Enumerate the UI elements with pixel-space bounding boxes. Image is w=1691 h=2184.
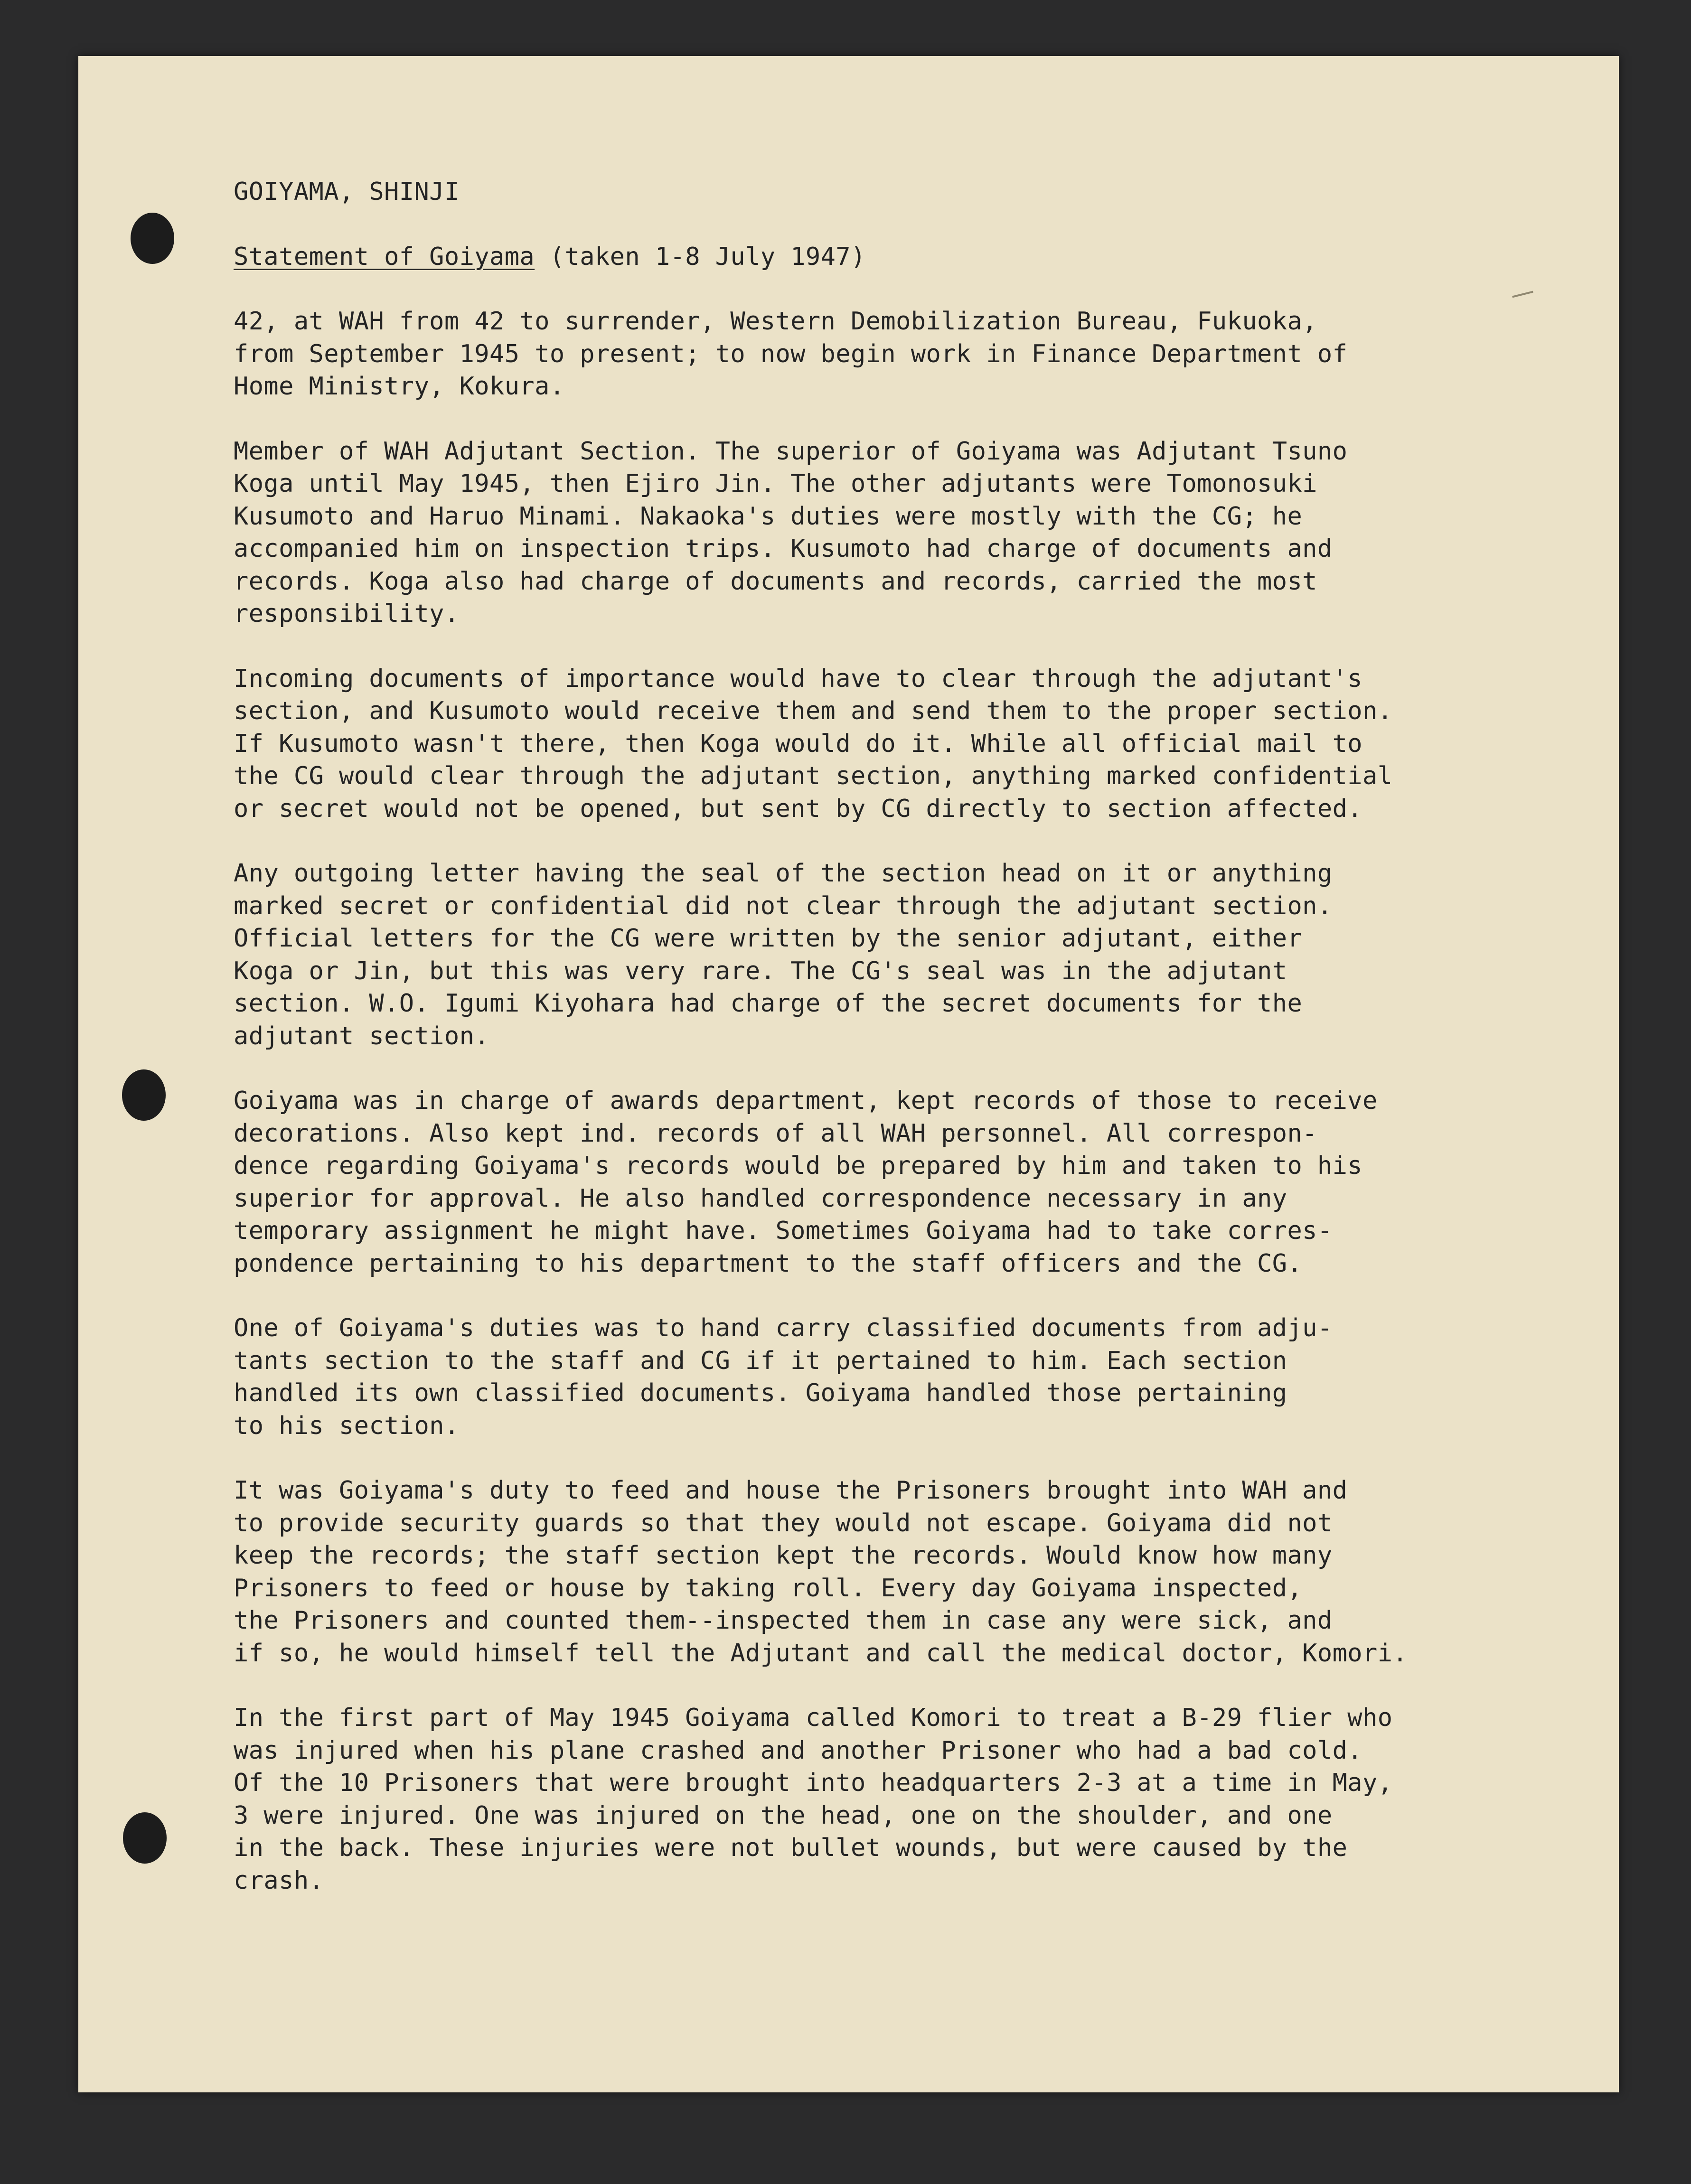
paragraph-4-line: Koga or Jin, but this was very rare. The CG's seal was in the adjutant xyxy=(234,956,1287,985)
paragraph-5-line: superior for approval. He also handled correspondence necessary in any xyxy=(234,1184,1287,1213)
paragraph-gap xyxy=(234,1052,1610,1085)
paragraph-2-line: records. Koga also had charge of documents and records, carried the most xyxy=(234,567,1317,596)
paragraph-4-line: Any outgoing letter having the seal of the section head on it or anything xyxy=(234,859,1333,888)
paragraph-1-line: Home Ministry, Kokura. xyxy=(234,372,565,401)
paragraph-4-line: Official letters for the CG were written by the senior adjutant, either xyxy=(234,924,1303,953)
statement-heading xyxy=(234,241,1610,273)
paragraph-1-line: 42, at WAH from 42 to surrender, Western Demobilization Bureau, Fukuoka, xyxy=(234,307,1317,336)
paragraph-2-line: Koga until May 1945, then Ejiro Jin. The other adjutants were Tomonosuki xyxy=(234,469,1317,498)
paragraph-6-line: handled its own classified documents. Goiyama handled those pertaining xyxy=(234,1379,1287,1407)
paragraph-5-line: Goiyama was in charge of awards department, kept records of those to receive xyxy=(234,1087,1378,1115)
paragraph-5-line: dence regarding Goiyama's records would be prepared by him and taken to his xyxy=(234,1152,1362,1180)
paragraph-8-line: In the first part of May 1945 Goiyama called Komori to treat a B-29 flier who xyxy=(234,1704,1393,1732)
punch-hole-middle xyxy=(122,1069,166,1121)
paragraph-6-line: One of Goiyama's duties was to hand carry classified documents from adju- xyxy=(234,1314,1333,1342)
statement-title: Statement of Goiyama xyxy=(234,242,535,271)
paragraph-6-line: tants section to the staff and CG if it pertained to him. Each section xyxy=(234,1346,1287,1375)
paragraph-4-line: adjutant section. xyxy=(234,1022,490,1050)
paragraph-gap xyxy=(234,630,1610,663)
punch-hole-bottom xyxy=(123,1812,167,1864)
paragraph-8-line: crash. xyxy=(234,1866,324,1895)
paragraph-2-line: Kusumoto and Haruo Minami. Nakaoka's duties were mostly with the CG; he xyxy=(234,502,1303,531)
paragraph-7-line: It was Goiyama's duty to feed and house the Prisoners brought into WAH and xyxy=(234,1476,1348,1505)
paragraph-8-line: Of the 10 Prisoners that were brought into headquarters 2-3 at a time in May, xyxy=(234,1769,1393,1797)
paragraph-8-line: in the back. These injuries were not bullet wounds, but were caused by the xyxy=(234,1834,1348,1862)
subject-name: GOIYAMA, SHINJI xyxy=(234,178,460,206)
punch-hole-top xyxy=(131,213,174,264)
paragraph-3-line: Incoming documents of importance would have to clear through the adjutant's xyxy=(234,664,1362,693)
paragraph-7-line: the Prisoners and counted them--inspected them in case any were sick, and xyxy=(234,1606,1333,1635)
paragraph-6-line: to his section. xyxy=(234,1411,460,1440)
paragraph-3-line: the CG would clear through the adjutant section, anything marked confidential xyxy=(234,762,1393,790)
paragraph-5-line: temporary assignment he might have. Sometimes Goiyama had to take corres- xyxy=(234,1217,1333,1245)
document-body xyxy=(234,176,1610,1897)
statement-date: (taken 1-8 July 1947) xyxy=(535,242,866,271)
paragraph-gap xyxy=(234,825,1610,857)
paragraph-3-line: section, and Kusumoto would receive them and send them to the proper section. xyxy=(234,697,1393,725)
paragraph-8-line: was injured when his plane crashed and another Prisoner who had a bad cold. xyxy=(234,1736,1362,1765)
paragraph-7-line: if so, he would himself tell the Adjutant and call the medical doctor, Komori. xyxy=(234,1639,1408,1668)
paragraph-5-line: decorations. Also kept ind. records of all WAH personnel. All correspon- xyxy=(234,1119,1317,1148)
paragraph-8-line: 3 were injured. One was injured on the head, one on the shoulder, and one xyxy=(234,1801,1333,1830)
paragraph-7-line: to provide security guards so that they would not escape. Goiyama did not xyxy=(234,1509,1333,1537)
paragraph-1-line: from September 1945 to present; to now begin work in Finance Department of xyxy=(234,339,1348,368)
paragraph-7-line: Prisoners to feed or house by taking roll. Every day Goiyama inspected, xyxy=(234,1574,1303,1603)
paragraph-5-line: pondence pertaining to his department to the staff officers and the CG. xyxy=(234,1249,1303,1278)
statement-paragraphs xyxy=(234,305,1610,1897)
paragraph-2-line: accompanied him on inspection trips. Kusumoto had charge of documents and xyxy=(234,534,1333,563)
paragraph-3-line: If Kusumoto wasn't there, then Koga would do it. While all official mail to xyxy=(234,729,1362,758)
paragraph-7-line: keep the records; the staff section kept the records. Would know how many xyxy=(234,1541,1333,1570)
paragraph-4-line: section. W.O. Igumi Kiyohara had charge of the secret documents for the xyxy=(234,989,1303,1018)
paragraph-4-line: marked secret or confidential did not clear through the adjutant section. xyxy=(234,891,1333,920)
paragraph-2-line: Member of WAH Adjutant Section. The superior of Goiyama was Adjutant Tsuno xyxy=(234,437,1348,466)
paragraph-2-line: responsibility. xyxy=(234,600,460,628)
paragraph-gap xyxy=(234,1669,1610,1702)
paragraph-gap xyxy=(234,1442,1610,1474)
paragraph-gap xyxy=(234,1280,1610,1312)
paragraph-3-line: or secret would not be opened, but sent by CG directly to section affected. xyxy=(234,794,1362,823)
paragraph-gap xyxy=(234,403,1610,435)
